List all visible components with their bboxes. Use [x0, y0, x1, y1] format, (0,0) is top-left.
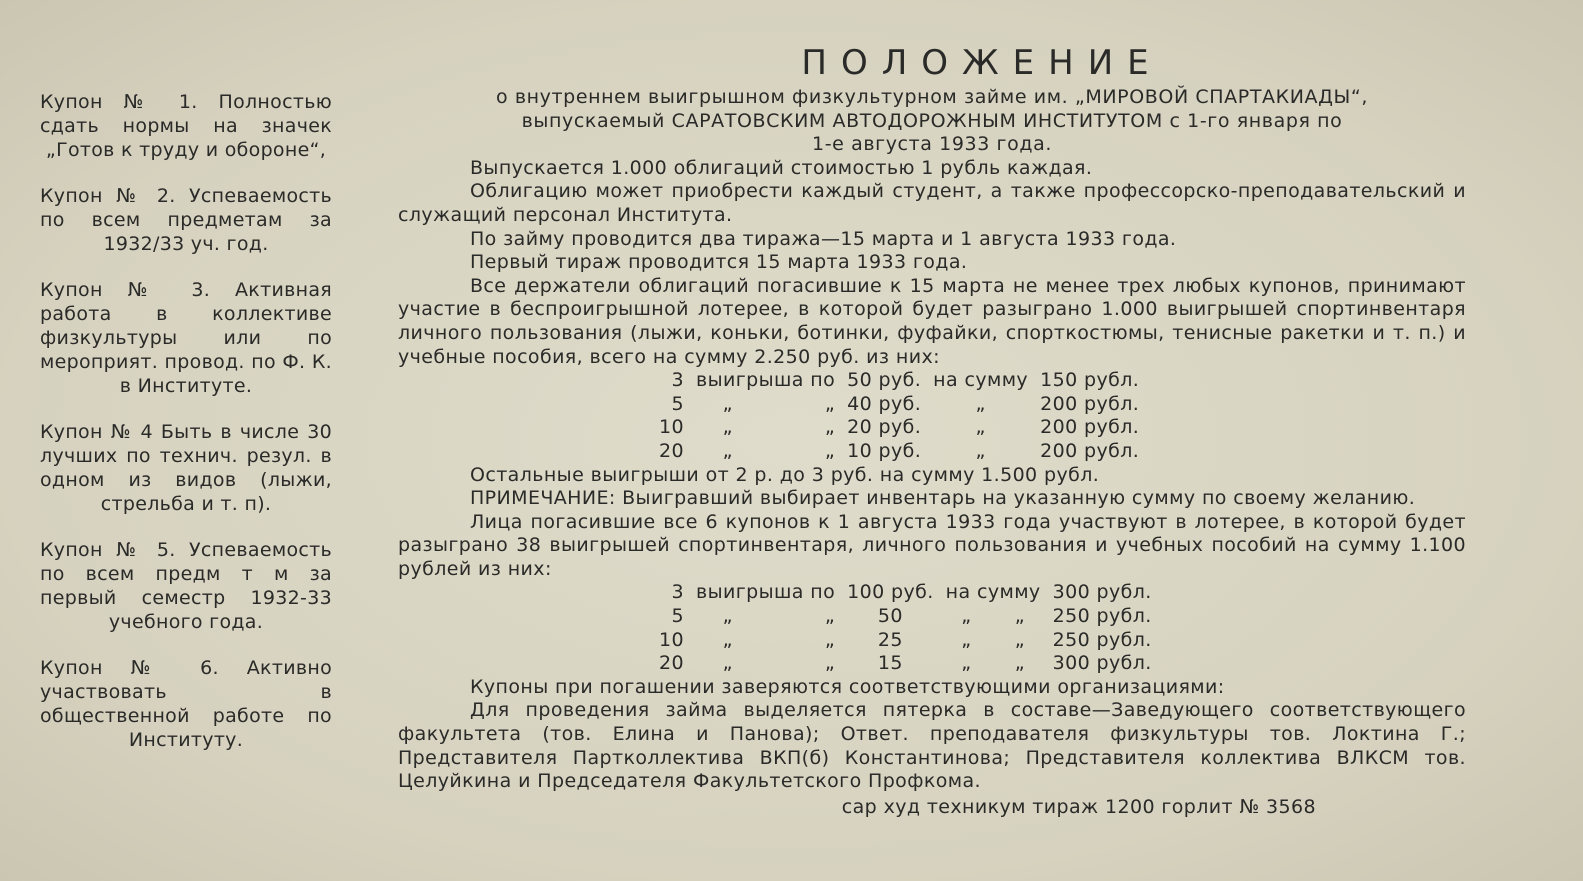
prize-word: выигрыша по — [695, 581, 836, 604]
regulation-text — [398, 40, 1466, 819]
prize-count: 3 — [671, 581, 684, 604]
coupon-6: Купон № 6. Активно участвовать в общественной работе по Институту. — [40, 657, 332, 751]
printer-imprint: сар худ техникум тираж 1200 горлит № 3568 — [841, 795, 1316, 818]
subtitle-line-3: 1-е августа 1933 года. — [812, 133, 1052, 156]
prize-total: 250 рубл. — [1052, 628, 1152, 651]
prize-count: 3 — [671, 369, 684, 392]
prize-amount: 20 руб. — [847, 416, 922, 439]
ditto-mark: „ — [961, 652, 972, 675]
table-row — [653, 605, 1158, 629]
prize-total: 200 рубл. — [1040, 439, 1140, 462]
prize-count: 20 — [659, 439, 684, 462]
paragraph-note: ПРИМЕЧАНИЕ: Выигравший выбирает инвентарь на указанную сумму по своему желанию. — [470, 487, 1416, 510]
table-row — [653, 629, 1158, 653]
ditto-mark: „ — [824, 439, 836, 462]
coupon-5: Купон № 5. Успеваемость по всем предм т м за первый семестр 1932-33 учебного года. — [40, 539, 332, 633]
prize-total: 150 рубл. — [1040, 369, 1140, 392]
ditto-mark: „ — [961, 605, 972, 628]
ditto-mark: „ — [824, 605, 836, 628]
paragraph-eligibility: Облигацию может приобрести каждый студент, а также профессорско-преподавательский и служащий персонал Института. — [398, 180, 1466, 226]
prize-count: 5 — [671, 605, 684, 628]
coupon-column — [40, 90, 332, 774]
ditto-mark: „ — [722, 392, 733, 415]
table-row — [653, 652, 1158, 676]
prize-word: выигрыша по — [695, 369, 836, 392]
paragraph-lottery-2: Лица погасившие все 6 купонов к 1 августа 1933 года участвуют в лотерее, в которой будет разыграно 38 выигрышей спортинвентаря, личного пользования и учебных пособий на сумму 1.100 рублей из них: — [398, 510, 1466, 580]
ditto-mark: „ — [722, 605, 733, 628]
coupon-1: Купон № 1. Полностью сдать нормы на значек „Готов к труду и обороне“, — [40, 91, 332, 161]
prize-label: на сумму — [945, 581, 1041, 604]
prize-label: на сумму — [933, 369, 1029, 392]
ditto-mark: „ — [824, 416, 836, 439]
prize-table-2 — [653, 581, 1158, 675]
ditto-mark: „ — [722, 652, 733, 675]
prize-amount: 10 руб. — [847, 439, 922, 462]
ditto-mark: „ — [824, 628, 836, 651]
subtitle-line-2: выпускаемый САРАТОВСКИМ АВТОДОРОЖНЫМ ИНСТИТУТОМ с 1-го января по — [521, 109, 1343, 132]
paragraph-commission: Для проведения займа выделяется пятерка в составе—Заведующего соответствующего факультета (тов. Елина и Панова); Ответ. преподавателя физкультуры тов. Локтина Г.; Представителя Партколлектива ВКП(б) Константинова; Представителя коллектива ВЛКСМ тов. Целуйкина и Председателя Факультетского Профкома. — [398, 699, 1466, 793]
table-row — [653, 393, 1145, 417]
paragraph-remaining: Остальные выигрыши от 2 р. до 3 руб. на сумму 1.500 рубл. — [470, 463, 1100, 486]
prize-table-1 — [653, 369, 1145, 463]
subtitle-line-1: о внутреннем выигрышном физкультурном займе им. „МИРОВОЙ СПАРТАКИАДЫ“, — [495, 86, 1369, 108]
coupon-2: Купон № 2. Успеваемость по всем предметам за 1932/33 уч. год. — [40, 185, 332, 255]
coupon-4: Купон № 4 Быть в числе 30 лучших по технич. резул. в одном из видов (лыжи, стрельба и т. п). — [40, 421, 332, 515]
prize-count: 10 — [659, 416, 684, 439]
table-row — [653, 581, 1158, 605]
prize-total: 300 рубл. — [1052, 581, 1152, 604]
prize-amount: 100 руб. — [847, 581, 934, 604]
prize-total: 300 рубл. — [1052, 652, 1152, 675]
prize-amount: 50 руб. — [847, 369, 922, 392]
ditto-mark: „ — [975, 439, 986, 462]
prize-count: 10 — [659, 628, 684, 651]
prize-amount: 25 — [877, 628, 903, 651]
ditto-mark: „ — [824, 652, 836, 675]
prize-total: 200 рубл. — [1040, 392, 1140, 415]
ditto-mark: „ — [961, 628, 972, 651]
ditto-mark: „ — [722, 439, 733, 462]
paragraph-draws: По займу проводится два тиража—15 марта и 1 августа 1933 года. — [470, 227, 1177, 250]
paragraph-issue: Выпускается 1.000 облигаций стоимостью 1 рубль каждая. — [470, 156, 1093, 179]
table-row — [653, 416, 1145, 440]
table-row — [653, 369, 1145, 393]
prize-total: 200 рубл. — [1040, 416, 1140, 439]
ditto-mark: „ — [975, 392, 986, 415]
paragraph-first-draw: Первый тираж проводится 15 марта 1933 года. — [470, 251, 968, 274]
coupon-3: Купон № 3. Активная работа в коллективе физкультуры или по мероприят. провод. по Ф. К. в Институте. — [40, 279, 332, 397]
prize-amount: 40 руб. — [847, 392, 922, 415]
prize-count: 5 — [671, 392, 684, 415]
prize-count: 20 — [659, 652, 684, 675]
ditto-mark: „ — [722, 416, 733, 439]
prize-amount: 50 — [877, 605, 903, 628]
ditto-mark: „ — [975, 416, 986, 439]
prize-total: 250 рубл. — [1052, 605, 1152, 628]
prize-amount: 15 — [877, 652, 903, 675]
ditto-mark: „ — [824, 392, 836, 415]
ditto-mark: „ — [722, 628, 733, 651]
document-title: ПОЛОЖЕНИЕ — [801, 43, 1163, 83]
table-row — [653, 440, 1145, 464]
ditto-mark: „ — [1014, 628, 1025, 651]
ditto-mark: „ — [1014, 652, 1025, 675]
paragraph-lottery-1: Все держатели облигаций погасившие к 15 марта не менее трех любых купонов, принимают участие в беспроигрышной лотерее, в которой будет разыграно 1.000 выигрышей спортинвентаря личного пользования (лыжи, коньки, ботинки, фуфайки, спорткостюмы, тенисные ракетки и т. п.) и учебные пособия, всего на сумму 2.250 руб. из них: — [398, 274, 1466, 368]
paragraph-certify: Купоны при погашении заверяются соответствующими организациями: — [470, 675, 1225, 698]
ditto-mark: „ — [1014, 605, 1025, 628]
